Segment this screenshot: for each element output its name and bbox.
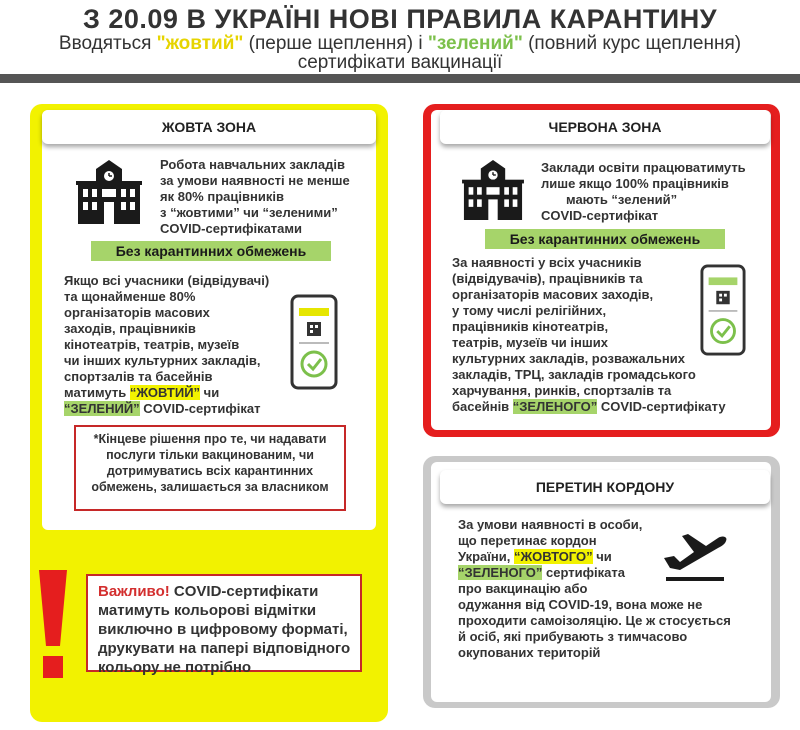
border-line: що перетинає кордон [458,533,597,548]
yellow-events-l8-pre: матимуть [64,385,130,400]
important-line: друкувати на папері відповідного [98,640,351,657]
border-l3-post: чи [592,549,612,564]
phone-certificate-icon [290,294,338,390]
red-schools-line [541,176,771,192]
red-events-line: За наявності у всіх учасників [452,255,642,270]
yellow-events-line: організаторів масових [64,305,210,320]
yellow-events-l9-post: COVID-сертифікат [139,401,261,416]
red-events-line [452,399,762,415]
yellow-no-restrictions-badge: Без карантинних обмежень [91,241,331,261]
important-lead: Важливо! [98,583,170,600]
red-events-line: працівників кінотеатрів, [452,319,609,334]
important-line: виключно в цифровому форматі, [98,621,348,638]
yellow-events-line: спортзалів та басейнів [64,369,213,384]
yellow-events-text [64,273,294,417]
important-note [86,574,362,676]
note-line: послуги тільки вакцинованим, чи [106,448,314,462]
school-icon [462,160,524,220]
subtitle-pre: Вводяться [58,33,157,54]
subtitle-line2: сертифікати вакцинації [297,52,503,73]
border-l3-pre: України, [458,549,514,564]
yellow-schools-l3-pre: як [160,189,178,204]
red-events-line: культурних закладів, розважальних [452,351,685,366]
airplane-icon [660,528,730,584]
important-line: матимуть кольорові відмітки [98,602,317,619]
yellow-schools-percent: 80% [177,189,204,204]
page-subtitle [0,34,800,72]
yellow-certificate-highlight: “ЖОВТОГО” [514,549,593,564]
yellow-owner-note [74,425,346,511]
yellow-schools-text [160,157,370,237]
green-certificate-highlight: “ЗЕЛЕНОГО” [458,565,543,580]
red-schools-line: COVID-сертифікат [541,208,659,223]
yellow-schools-line: з “жовтими” чи “зеленими” [160,205,338,220]
red-events-line: (відвідувачів), працівників та [452,271,643,286]
red-schools-l2-post: працівників [648,176,729,191]
note-line: дотримуватись всіх карантинних [106,464,314,478]
red-events-line: організаторів масових заходів, [452,287,654,302]
yellow-schools-line: Робота навчальних закладів [160,157,345,172]
border-line: окупованих територій [458,645,601,660]
green-certificate-highlight: “ЗЕЛЕНОГО” [512,399,598,414]
yellow-events-line: чи інших культурних закладів, [64,353,261,368]
red-no-restrictions-badge: Без карантинних обмежень [485,229,725,249]
yellow-certificate-highlight: “ЖОВТИЙ” [129,385,201,400]
subtitle-mid1: (перше щеплення) і [243,33,428,54]
border-line: За умови наявності в особи, [458,517,643,532]
red-schools-text [541,160,771,224]
yellow-events-line: Якщо всі учасники (відвідувачі) [64,273,270,288]
red-events-line: закладів, ТРЦ, закладів громадського [452,367,696,382]
red-events-line: театрів, музеїв чи інших [452,335,608,350]
red-zone-title: ЧЕРВОНА ЗОНА [440,110,770,144]
border-line: й осіб, які прибувають з тимчасово [458,629,688,644]
yellow-events-line [64,401,294,417]
yellow-events-line [64,385,294,401]
yellow-events-line: кінотеатрів, театрів, музеїв [64,337,240,352]
red-schools-line: мають “зелений” [566,192,678,207]
important-l1-post: COVID-сертифікати [169,583,319,600]
note-line: обмежень, залишається за власником [91,480,329,494]
yellow-schools-line: за умови наявності не менше [160,173,350,188]
yellow-schools-line [160,189,370,205]
school-icon [76,160,142,224]
yellow-events-line: заходів, працівників [64,321,196,336]
note-line: *Кінцеве рішення про те, чи надавати [93,432,327,446]
important-line [98,582,360,601]
green-certificate-highlight: “ЗЕЛЕНИЙ” [64,401,140,416]
red-events-line: у тому числі релігійних, [452,303,607,318]
red-events-line: харчування, ринків, спортзалів та [452,383,672,398]
subtitle-mid2: (повний курс щеплення) [522,33,742,54]
border-line: про вакцинацію або [458,581,588,596]
yellow-events-line: та щонайменше 80% [64,289,196,304]
border-l4-post: сертифіката [542,565,625,580]
yellow-schools-line: COVID-сертифікатами [160,221,303,236]
subtitle-green: "зелений" [427,33,523,54]
border-line: проходити самоізоляцію. Це ж стосується [458,613,731,628]
red-schools-percent: 100% [615,176,649,191]
important-line: кольору не потрібно [98,659,252,676]
border-line: одужання від COVID-19, вона може не [458,597,703,612]
red-events-l10-post: COVID-сертифікату [597,399,726,414]
red-schools-l2-pre: лише якщо [541,176,616,191]
yellow-events-l8-post: чи [200,385,220,400]
red-events-l10-pre: басейнів [452,399,513,414]
yellow-zone-title: ЖОВТА ЗОНА [42,110,376,144]
red-schools-line: Заклади освіти працюватимуть [541,160,746,175]
yellow-schools-l3-post: працівників [203,189,284,204]
header-divider [0,74,800,83]
subtitle-yellow: "жовтий" [156,33,244,54]
page-title: З 20.09 В УКРАЇНІ НОВІ ПРАВИЛА КАРАНТИНУ [82,4,718,34]
exclamation-icon [35,570,71,682]
phone-certificate-icon [700,263,746,357]
border-title: ПЕРЕТИН КОРДОНУ [440,470,770,504]
